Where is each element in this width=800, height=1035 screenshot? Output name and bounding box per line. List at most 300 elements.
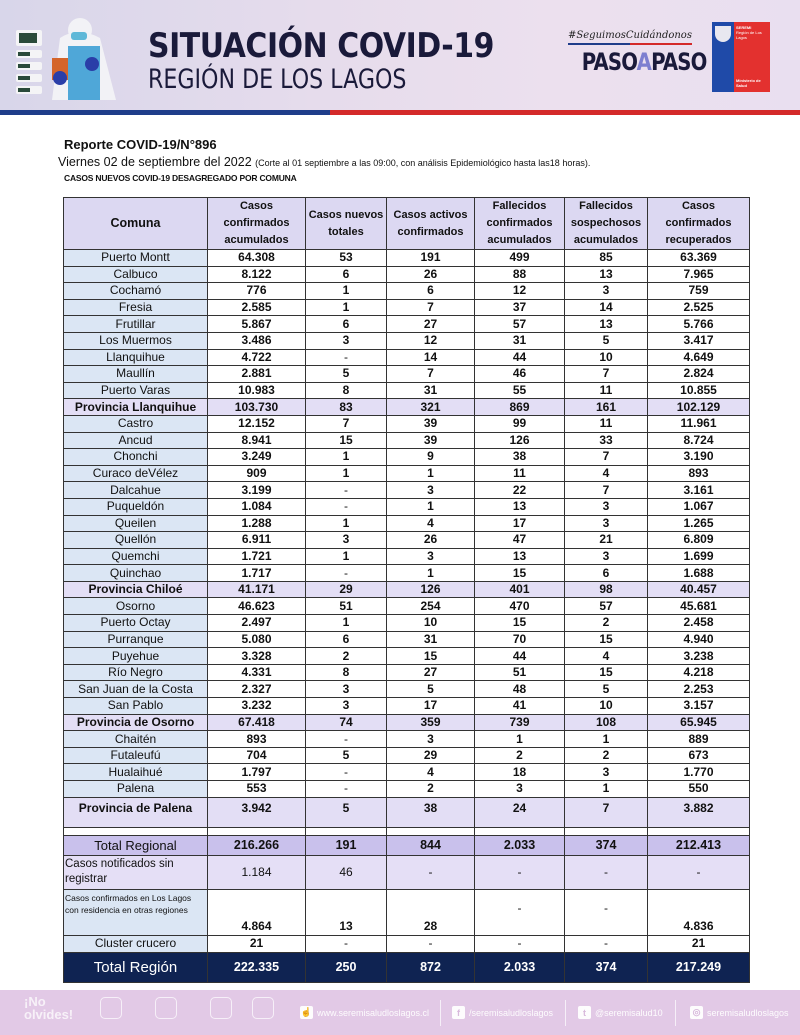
value-cell: 6: [387, 283, 475, 300]
value-cell: 1: [565, 731, 648, 748]
cluster-row: [64, 935, 750, 952]
table-row: [64, 382, 750, 399]
column-header: Casos nuevos totales: [306, 198, 387, 250]
table-row: [64, 432, 750, 449]
comuna-cell: Maullín: [64, 366, 208, 383]
comuna-cell: Palena: [64, 781, 208, 798]
comuna-cell: Total Región: [64, 952, 208, 982]
comuna-cell: Casos confirmados en Los Lagos con residencia en otras regiones: [64, 889, 208, 935]
value-cell: 374: [565, 952, 648, 982]
value-cell: 3: [306, 332, 387, 349]
value-cell: 1: [306, 283, 387, 300]
comuna-cell: Osorno: [64, 598, 208, 615]
value-cell: 44: [475, 349, 565, 366]
value-cell: 2.824: [648, 366, 750, 383]
comuna-cell: Puerto Varas: [64, 382, 208, 399]
value-cell: 1.288: [208, 515, 306, 532]
value-cell: -: [565, 935, 648, 952]
value-cell: 4: [565, 648, 648, 665]
table-row: [64, 764, 750, 781]
value-cell: 776: [208, 283, 306, 300]
value-cell: 191: [387, 250, 475, 267]
value-cell: 5: [565, 332, 648, 349]
value-cell: 29: [387, 747, 475, 764]
table-row: [64, 532, 750, 549]
value-cell: 4: [387, 764, 475, 781]
value-cell: 5: [306, 797, 387, 827]
instagram-link[interactable]: ◎ seremisaludloslagos: [690, 1006, 789, 1019]
value-cell: 4.836: [648, 889, 750, 935]
value-cell: 222.335: [208, 952, 306, 982]
value-cell: 6: [565, 565, 648, 582]
value-cell: 55: [475, 382, 565, 399]
value-cell: 38: [387, 797, 475, 827]
value-cell: 103.730: [208, 399, 306, 416]
comuna-cell: Quellón: [64, 532, 208, 549]
page-title: SITUACIÓN COVID-19: [148, 26, 495, 66]
comuna-cell: Frutillar: [64, 316, 208, 333]
value-cell: 10: [387, 615, 475, 632]
report-number: Reporte COVID-19/N°896: [64, 137, 217, 152]
facebook-link[interactable]: f /seremisaludloslagos: [452, 1006, 553, 1019]
physical-distance-icon: [155, 997, 177, 1019]
value-cell: 499: [475, 250, 565, 267]
value-cell: 4.864: [208, 889, 306, 935]
column-header: Casos confirmados acumulados: [208, 198, 306, 250]
value-cell: 5: [387, 681, 475, 698]
value-cell: 14: [565, 299, 648, 316]
column-header: Casos confirmados recuperados: [648, 198, 750, 250]
spacer-row: [64, 827, 750, 835]
table-row: [64, 565, 750, 582]
table-row: [64, 615, 750, 632]
unregistered-cases-row: [64, 855, 750, 889]
value-cell: 3.249: [208, 449, 306, 466]
value-cell: 48: [475, 681, 565, 698]
comuna-cell: Provincia de Palena: [64, 797, 208, 827]
comuna-cell: Ancud: [64, 432, 208, 449]
value-cell: 2.497: [208, 615, 306, 632]
value-cell: 3: [565, 515, 648, 532]
value-cell: 3.232: [208, 698, 306, 715]
comuna-cell: Chonchi: [64, 449, 208, 466]
comuna-cell: Fresia: [64, 299, 208, 316]
value-cell: -: [306, 935, 387, 952]
value-cell: -: [387, 855, 475, 889]
covid-cases-table: [63, 197, 750, 983]
comuna-cell: Puyehue: [64, 648, 208, 665]
value-cell: 2: [306, 648, 387, 665]
value-cell: 15: [565, 631, 648, 648]
value-cell: 11.961: [648, 415, 750, 432]
table-row: [64, 648, 750, 665]
value-cell: 10.983: [208, 382, 306, 399]
value-cell: 126: [475, 432, 565, 449]
comuna-cell: Provincia Chiloé: [64, 581, 208, 598]
value-cell: -: [475, 889, 565, 935]
value-cell: 872: [387, 952, 475, 982]
table-header-row: [64, 198, 750, 250]
value-cell: 1.797: [208, 764, 306, 781]
value-cell: 37: [475, 299, 565, 316]
value-cell: 22: [475, 482, 565, 499]
health-worker-illustration-icon: [8, 8, 130, 104]
table-row: [64, 250, 750, 267]
value-cell: 31: [475, 332, 565, 349]
comuna-cell: Queilen: [64, 515, 208, 532]
value-cell: 12.152: [208, 415, 306, 432]
value-cell: 21: [565, 532, 648, 549]
value-cell: 70: [475, 631, 565, 648]
value-cell: 1: [387, 465, 475, 482]
value-cell: 3.486: [208, 332, 306, 349]
value-cell: 10.855: [648, 382, 750, 399]
instagram-icon: ◎: [690, 1006, 703, 1019]
value-cell: 359: [387, 714, 475, 731]
value-cell: 8.941: [208, 432, 306, 449]
value-cell: 254: [387, 598, 475, 615]
value-cell: 13: [565, 266, 648, 283]
value-cell: 6.911: [208, 532, 306, 549]
value-cell: 6.809: [648, 532, 750, 549]
value-cell: 5: [306, 366, 387, 383]
column-header: Casos activos confirmados: [387, 198, 475, 250]
face-mask-icon: [100, 997, 122, 1019]
value-cell: 5: [306, 747, 387, 764]
value-cell: -: [387, 935, 475, 952]
value-cell: -: [565, 855, 648, 889]
value-cell: 3.328: [208, 648, 306, 665]
value-cell: 1.084: [208, 498, 306, 515]
value-cell: 33: [565, 432, 648, 449]
value-cell: 3.161: [648, 482, 750, 499]
value-cell: 18: [475, 764, 565, 781]
table-row: [64, 482, 750, 499]
comuna-cell: Provincia de Osorno: [64, 714, 208, 731]
value-cell: -: [565, 889, 648, 935]
total-regional-row: [64, 835, 750, 855]
comuna-cell: Cluster crucero: [64, 935, 208, 952]
value-cell: 2.881: [208, 366, 306, 383]
table-row: [64, 332, 750, 349]
value-cell: 7: [565, 797, 648, 827]
value-cell: 2.525: [648, 299, 750, 316]
comuna-cell: Cochamó: [64, 283, 208, 300]
table-caption: CASOS NUEVOS COVID-19 DESAGREGADO POR COMUNA: [64, 173, 297, 183]
comuna-cell: Casos notificados sin registrar: [64, 855, 208, 889]
value-cell: 28: [387, 889, 475, 935]
value-cell: 889: [648, 731, 750, 748]
value-cell: 8.122: [208, 266, 306, 283]
value-cell: 1: [306, 515, 387, 532]
value-cell: 41.171: [208, 581, 306, 598]
value-cell: 4.940: [648, 631, 750, 648]
table-row: [64, 747, 750, 764]
table-row: [64, 283, 750, 300]
value-cell: 321: [387, 399, 475, 416]
value-cell: -: [306, 498, 387, 515]
value-cell: 2.033: [475, 952, 565, 982]
value-cell: 5.867: [208, 316, 306, 333]
comuna-cell: Quemchi: [64, 548, 208, 565]
value-cell: 401: [475, 581, 565, 598]
value-cell: 40.457: [648, 581, 750, 598]
value-cell: 12: [387, 332, 475, 349]
value-cell: 11: [565, 415, 648, 432]
report-date: Viernes 02 de septiembre del 2022 (Corte al 01 septiembre a las 09:00, con análisis Epidemiológico hasta las18 horas).: [58, 155, 591, 169]
seremi-logo: SEREMI Región de Los Lagos Ministerio de Salud: [712, 22, 770, 92]
website-link[interactable]: ☝ www.seremisaludloslagos.cl: [300, 1007, 430, 1018]
value-cell: 844: [387, 835, 475, 855]
table-row: [64, 548, 750, 565]
value-cell: 46.623: [208, 598, 306, 615]
value-cell: 11: [475, 465, 565, 482]
comuna-cell: San Pablo: [64, 698, 208, 715]
value-cell: 99: [475, 415, 565, 432]
value-cell: 3.190: [648, 449, 750, 466]
column-header: Fallecidos sospechosos acumulados: [565, 198, 648, 250]
value-cell: 65.945: [648, 714, 750, 731]
value-cell: 53: [306, 250, 387, 267]
value-cell: 2: [475, 747, 565, 764]
value-cell: 3: [565, 283, 648, 300]
footer-divider: [565, 1000, 566, 1026]
comuna-cell: Los Muermos: [64, 332, 208, 349]
table-row: [64, 266, 750, 283]
table-row: [64, 731, 750, 748]
campaign-hashtag: #SeguimosCuidándonos: [568, 30, 692, 41]
value-cell: 7.965: [648, 266, 750, 283]
value-cell: 2.585: [208, 299, 306, 316]
comuna-cell: Total Regional: [64, 835, 208, 855]
value-cell: 7: [565, 449, 648, 466]
value-cell: 63.369: [648, 250, 750, 267]
value-cell: 4.722: [208, 349, 306, 366]
table-row: [64, 449, 750, 466]
value-cell: 12: [475, 283, 565, 300]
value-cell: 1.265: [648, 515, 750, 532]
province-subtotal-row: [64, 797, 750, 827]
value-cell: 3: [306, 681, 387, 698]
value-cell: 38: [475, 449, 565, 466]
value-cell: 3: [387, 731, 475, 748]
value-cell: 64.308: [208, 250, 306, 267]
value-cell: 217.249: [648, 952, 750, 982]
value-cell: -: [306, 731, 387, 748]
value-cell: 29: [306, 581, 387, 598]
value-cell: 26: [387, 266, 475, 283]
value-cell: 7: [565, 482, 648, 499]
comuna-cell: Purranque: [64, 631, 208, 648]
value-cell: 909: [208, 465, 306, 482]
value-cell: 15: [306, 432, 387, 449]
value-cell: 2.253: [648, 681, 750, 698]
value-cell: 2.327: [208, 681, 306, 698]
value-cell: 3: [565, 548, 648, 565]
value-cell: 1.717: [208, 565, 306, 582]
value-cell: 9: [387, 449, 475, 466]
value-cell: -: [648, 855, 750, 889]
value-cell: 3: [387, 548, 475, 565]
value-cell: 41: [475, 698, 565, 715]
value-cell: 3.199: [208, 482, 306, 499]
province-subtotal-row: [64, 399, 750, 416]
value-cell: 15: [387, 648, 475, 665]
value-cell: 51: [306, 598, 387, 615]
value-cell: 1: [306, 465, 387, 482]
value-cell: 74: [306, 714, 387, 731]
value-cell: 15: [565, 664, 648, 681]
table-row: [64, 515, 750, 532]
value-cell: 3: [306, 532, 387, 549]
value-cell: 4: [387, 515, 475, 532]
value-cell: 893: [208, 731, 306, 748]
value-cell: 5.080: [208, 631, 306, 648]
comuna-cell: Castro: [64, 415, 208, 432]
other-regions-row: [64, 889, 750, 935]
footer-bar: [0, 990, 800, 1035]
comuna-cell: Quinchao: [64, 565, 208, 582]
value-cell: 1: [306, 449, 387, 466]
value-cell: 4: [565, 465, 648, 482]
value-cell: 673: [648, 747, 750, 764]
header-banner: [0, 0, 800, 110]
value-cell: 470: [475, 598, 565, 615]
table-row: [64, 631, 750, 648]
value-cell: -: [306, 781, 387, 798]
table-row: [64, 698, 750, 715]
value-cell: 3: [475, 781, 565, 798]
value-cell: 11: [565, 382, 648, 399]
value-cell: 51: [475, 664, 565, 681]
pointer-icon: ☝: [300, 1007, 313, 1017]
value-cell: 8: [306, 664, 387, 681]
value-cell: 85: [565, 250, 648, 267]
hand-washing-icon: [210, 997, 232, 1019]
value-cell: 1: [306, 299, 387, 316]
value-cell: 13: [475, 548, 565, 565]
value-cell: 1: [306, 615, 387, 632]
comuna-cell: Dalcahue: [64, 482, 208, 499]
value-cell: 31: [387, 631, 475, 648]
value-cell: 10: [565, 349, 648, 366]
footer-divider: [440, 1000, 441, 1026]
value-cell: 7: [387, 366, 475, 383]
value-cell: 1.184: [208, 855, 306, 889]
value-cell: 1: [387, 498, 475, 515]
value-cell: 24: [475, 797, 565, 827]
column-header: Fallecidos confirmados acumulados: [475, 198, 565, 250]
value-cell: 46: [306, 855, 387, 889]
table-row: [64, 598, 750, 615]
value-cell: 21: [208, 935, 306, 952]
value-cell: 2: [565, 747, 648, 764]
report-cutoff-note: (Corte al 01 septiembre a las 09:00, con análisis Epidemiológico hasta las18 horas).: [255, 158, 591, 168]
column-header: Comuna: [64, 198, 208, 250]
value-cell: 6: [306, 631, 387, 648]
value-cell: 3.417: [648, 332, 750, 349]
value-cell: 46: [475, 366, 565, 383]
value-cell: 161: [565, 399, 648, 416]
value-cell: 27: [387, 664, 475, 681]
tricolor-divider: [568, 43, 692, 45]
value-cell: 550: [648, 781, 750, 798]
value-cell: 39: [387, 432, 475, 449]
value-cell: 1.688: [648, 565, 750, 582]
value-cell: 21: [648, 935, 750, 952]
value-cell: 3.882: [648, 797, 750, 827]
value-cell: 8.724: [648, 432, 750, 449]
value-cell: 6: [306, 266, 387, 283]
value-cell: 7: [387, 299, 475, 316]
paso-a-paso-logo: [568, 30, 707, 76]
table-row: [64, 781, 750, 798]
value-cell: 1: [387, 565, 475, 582]
twitter-icon: t: [578, 1006, 591, 1019]
coat-of-arms-icon: [715, 26, 731, 42]
campaign-wordmark: PASOAPASO: [581, 48, 707, 76]
value-cell: 15: [475, 615, 565, 632]
flag-stripe-divider: [0, 110, 800, 115]
table-row: [64, 349, 750, 366]
value-cell: 759: [648, 283, 750, 300]
value-cell: 102.129: [648, 399, 750, 416]
value-cell: 17: [475, 515, 565, 532]
comuna-cell: Puqueldón: [64, 498, 208, 515]
value-cell: 3.942: [208, 797, 306, 827]
value-cell: 3.157: [648, 698, 750, 715]
value-cell: 3.238: [648, 648, 750, 665]
value-cell: 3: [565, 498, 648, 515]
value-cell: 57: [475, 316, 565, 333]
total-region-row: [64, 952, 750, 982]
value-cell: 2.458: [648, 615, 750, 632]
value-cell: 3: [565, 764, 648, 781]
page-subtitle: REGIÓN DE LOS LAGOS: [148, 64, 407, 95]
value-cell: -: [306, 764, 387, 781]
comuna-cell: Chaitén: [64, 731, 208, 748]
value-cell: 1.067: [648, 498, 750, 515]
value-cell: 7: [306, 415, 387, 432]
value-cell: 15: [475, 565, 565, 582]
value-cell: 1: [565, 781, 648, 798]
table-row: [64, 465, 750, 482]
comuna-cell: Río Negro: [64, 664, 208, 681]
ventilation-icon: [252, 997, 274, 1019]
province-subtotal-row: [64, 581, 750, 598]
value-cell: 17: [387, 698, 475, 715]
value-cell: 47: [475, 532, 565, 549]
value-cell: 5.766: [648, 316, 750, 333]
value-cell: -: [306, 349, 387, 366]
comuna-cell: Provincia Llanquihue: [64, 399, 208, 416]
table-row: [64, 366, 750, 383]
value-cell: 191: [306, 835, 387, 855]
value-cell: 13: [475, 498, 565, 515]
value-cell: -: [475, 855, 565, 889]
value-cell: 4.218: [648, 664, 750, 681]
value-cell: 3: [387, 482, 475, 499]
value-cell: 44: [475, 648, 565, 665]
table-row: [64, 299, 750, 316]
value-cell: 1.699: [648, 548, 750, 565]
value-cell: 4.649: [648, 349, 750, 366]
value-cell: 39: [387, 415, 475, 432]
value-cell: 83: [306, 399, 387, 416]
twitter-link[interactable]: t @seremisalud10: [578, 1006, 663, 1019]
value-cell: 1.770: [648, 764, 750, 781]
value-cell: 1: [306, 548, 387, 565]
